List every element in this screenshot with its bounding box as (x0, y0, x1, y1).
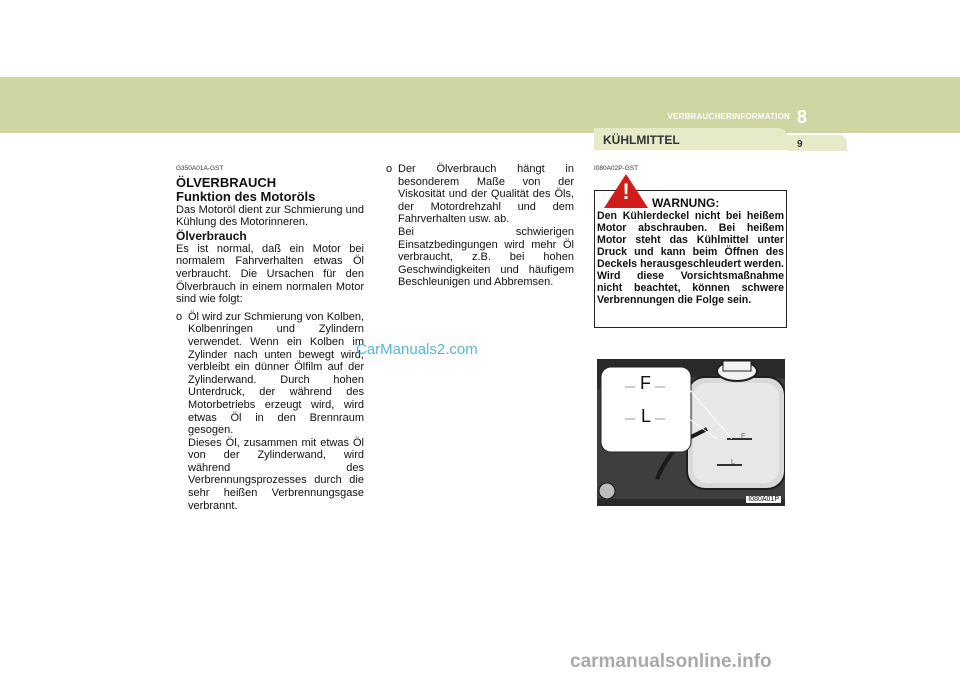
coolant-reservoir-figure (597, 359, 785, 506)
bullet-text: Öl wird zur Schmierung von Kolben, Kolbenringen und Zylindern verwendet. Wenn ein Kolben im Zylinder nach unten bewegt wird, verbleibt ein dünner Ölfilm auf der Zylinderwand. Durch hohen Unterdruck, der während des Motorbetriebs erzeugt wird, wird etwas Öl in den Brennraum gesogen. (188, 310, 364, 437)
middle-column (386, 163, 574, 289)
full-mark-label: F (640, 373, 651, 393)
warning-title: WARNUNG: (652, 196, 720, 210)
section-code: G350A01A-GST (176, 165, 224, 172)
sub-heading: Ölverbrauch (176, 228, 247, 243)
list-item (176, 311, 364, 513)
bullet-text: Der Ölverbrauch hängt in besonderem Maße von der Viskosität und der Qualität des Öls, der Motordrehzahl und dem Fahrverhalten usw. ab. (398, 163, 574, 226)
warning-symbol: ! (622, 179, 630, 204)
bullet-text-cont: Dieses Öl, zusammen mit etwas Öl von der Zylinderwand, wird während des Verbrennungsprozesses durch die sehr heißen Verbrennungsgase verbrannt. (188, 436, 364, 512)
figure-id: I080A01P (748, 496, 779, 503)
page-number: 9 (797, 139, 803, 150)
warning-text: Den Kühlerdeckel nicht bei heißem Motor abschrauben. Bei heißem Motor steht das Kühlmittel unter Druck und kann beim Öffnen des Deckels herausgeschleudert werden. Wird diese Vorsichtsmaßnahme nicht beachtet, können schwere Verbrennungen die Folge sein. (597, 210, 784, 306)
bullet-mark: o (176, 310, 183, 323)
sub-text: Es ist normal, daß ein Motor bei normalem Fahrverhalten etwas Öl verbraucht. Die Ursachen für den Ölverbrauch in einem normalen Motor sind wie folgt: (176, 242, 364, 306)
reservoir-full-mark: F (741, 433, 746, 440)
page-tab (787, 135, 847, 151)
intro-text: Das Motoröl dient zur Schmierung und Kühlung des Motorinneren. (176, 203, 364, 229)
section-title: VERBRAUCHERINFORMATION (667, 112, 790, 121)
chapter-number: 8 (797, 107, 808, 127)
watermark-center: CarManuals2.com (356, 341, 478, 358)
section-code: I080A02P-GST (594, 165, 639, 172)
reservoir-low-mark: L (731, 459, 735, 466)
heading-oil-function: Funktion des Motoröls (176, 188, 316, 204)
bullet-text-cont: Bei schwierigen Einsatzbedingungen wird mehr Öl verbraucht, z.B. bei hohen Geschwindigkeiten und häufigem Beschleunigen und Abbremsen. (398, 225, 574, 289)
bullet-mark: o (386, 163, 393, 175)
heading-oil-consumption: ÖLVERBRAUCH (176, 174, 277, 190)
header-band (0, 77, 960, 133)
left-column (176, 163, 364, 512)
tab-title: KÜHLMITTEL (603, 133, 680, 147)
list-item (386, 163, 574, 289)
coolant-reservoir-illustration (597, 359, 785, 506)
low-mark-label: L (641, 406, 652, 426)
watermark-bottom: carmanualsonline.info (570, 651, 772, 672)
